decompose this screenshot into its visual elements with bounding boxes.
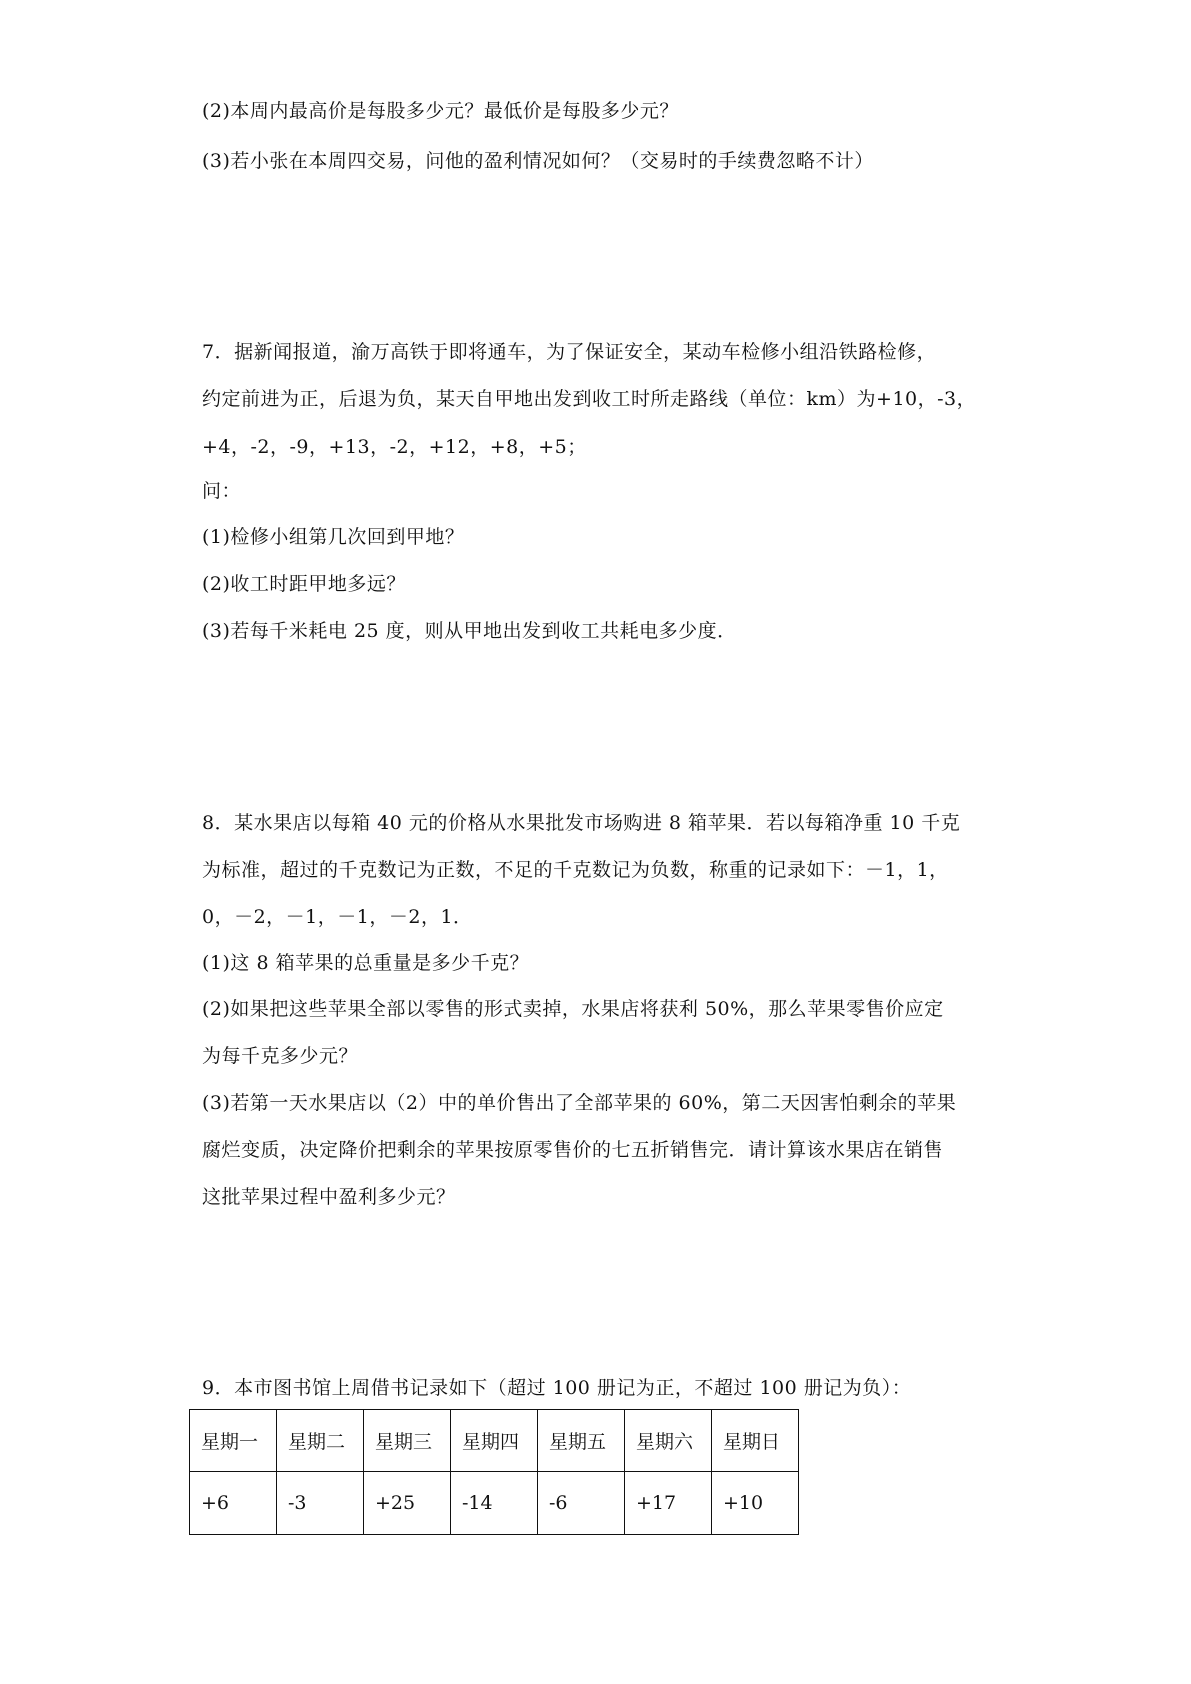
borrow-records-table <box>189 1409 799 1535</box>
q8-part3-line3: 这批苹果过程中盈利多少元？ <box>202 1186 456 1208</box>
table-header-cell: 星期日 <box>712 1410 799 1472</box>
q7-stem-line2: 约定前进为正，后退为负，某天自甲地出发到收工时所走路线（单位：km）为+10，-3， <box>202 388 977 410</box>
table-row <box>190 1472 799 1535</box>
q8-part2-line2: 为每千克多少元？ <box>202 1045 359 1067</box>
q7-stem-line3: +4，-2，-9，+13，-2，+12，+8，+5； <box>202 436 587 458</box>
q8-part3-line1: (3)若第一天水果店以（2）中的单价售出了全部苹果的 60%，第二天因害怕剩余的苹果 <box>202 1092 957 1114</box>
q8-part3-line2: 腐烂变质，决定降价把剩余的苹果按原零售价的七五折销售完．请计算该水果店在销售 <box>202 1139 944 1161</box>
q7-part2: (2)收工时距甲地多远？ <box>202 573 406 595</box>
table-header-cell: 星期一 <box>190 1410 277 1472</box>
q8-part1: (1)这 8 箱苹果的总重量是多少千克？ <box>202 952 530 974</box>
table-header-row <box>190 1410 799 1472</box>
table-header-cell: 星期六 <box>625 1410 712 1472</box>
q6-part2: (2)本周内最高价是每股多少元？最低价是每股多少元？ <box>202 100 679 122</box>
table-header-cell: 星期五 <box>538 1410 625 1472</box>
q9-stem: 9．本市图书馆上周借书记录如下（超过 100 册记为正，不超过 100 册记为负）： <box>202 1377 912 1399</box>
table-cell: +25 <box>364 1472 451 1535</box>
table-cell: -14 <box>451 1472 538 1535</box>
q8-stem-line3: 0，－2，－1，－1，－2，1． <box>202 906 473 928</box>
q7-stem-line1: 7．据新闻报道，渝万高铁于即将通车，为了保证安全，某动车检修小组沿铁路检修， <box>202 341 937 363</box>
q7-part1: (1)检修小组第几次回到甲地？ <box>202 526 465 548</box>
q7-part3: (3)若每千米耗电 25 度，则从甲地出发到收工共耗电多少度． <box>202 620 737 642</box>
table-header-cell: 星期二 <box>277 1410 364 1472</box>
q8-stem-line1: 8．某水果店以每箱 40 元的价格从水果批发市场购进 8 箱苹果．若以每箱净重 10 千克 <box>202 812 961 834</box>
table-cell: +17 <box>625 1472 712 1535</box>
q8-part2-line1: (2)如果把这些苹果全部以零售的形式卖掉，水果店将获利 50%，那么苹果零售价应定 <box>202 998 944 1020</box>
table-cell: +6 <box>190 1472 277 1535</box>
table-header-cell: 星期三 <box>364 1410 451 1472</box>
q8-stem-line2: 为标准，超过的千克数记为正数，不足的千克数记为负数，称重的记录如下：－1，1， <box>202 859 949 881</box>
q7-ask: 问： <box>202 480 242 502</box>
table-header-cell: 星期四 <box>451 1410 538 1472</box>
table-cell: +10 <box>712 1472 799 1535</box>
table-cell: -6 <box>538 1472 625 1535</box>
table-cell: -3 <box>277 1472 364 1535</box>
q6-part3: (3)若小张在本周四交易，问他的盈利情况如何？（交易时的手续费忽略不计） <box>202 150 874 172</box>
